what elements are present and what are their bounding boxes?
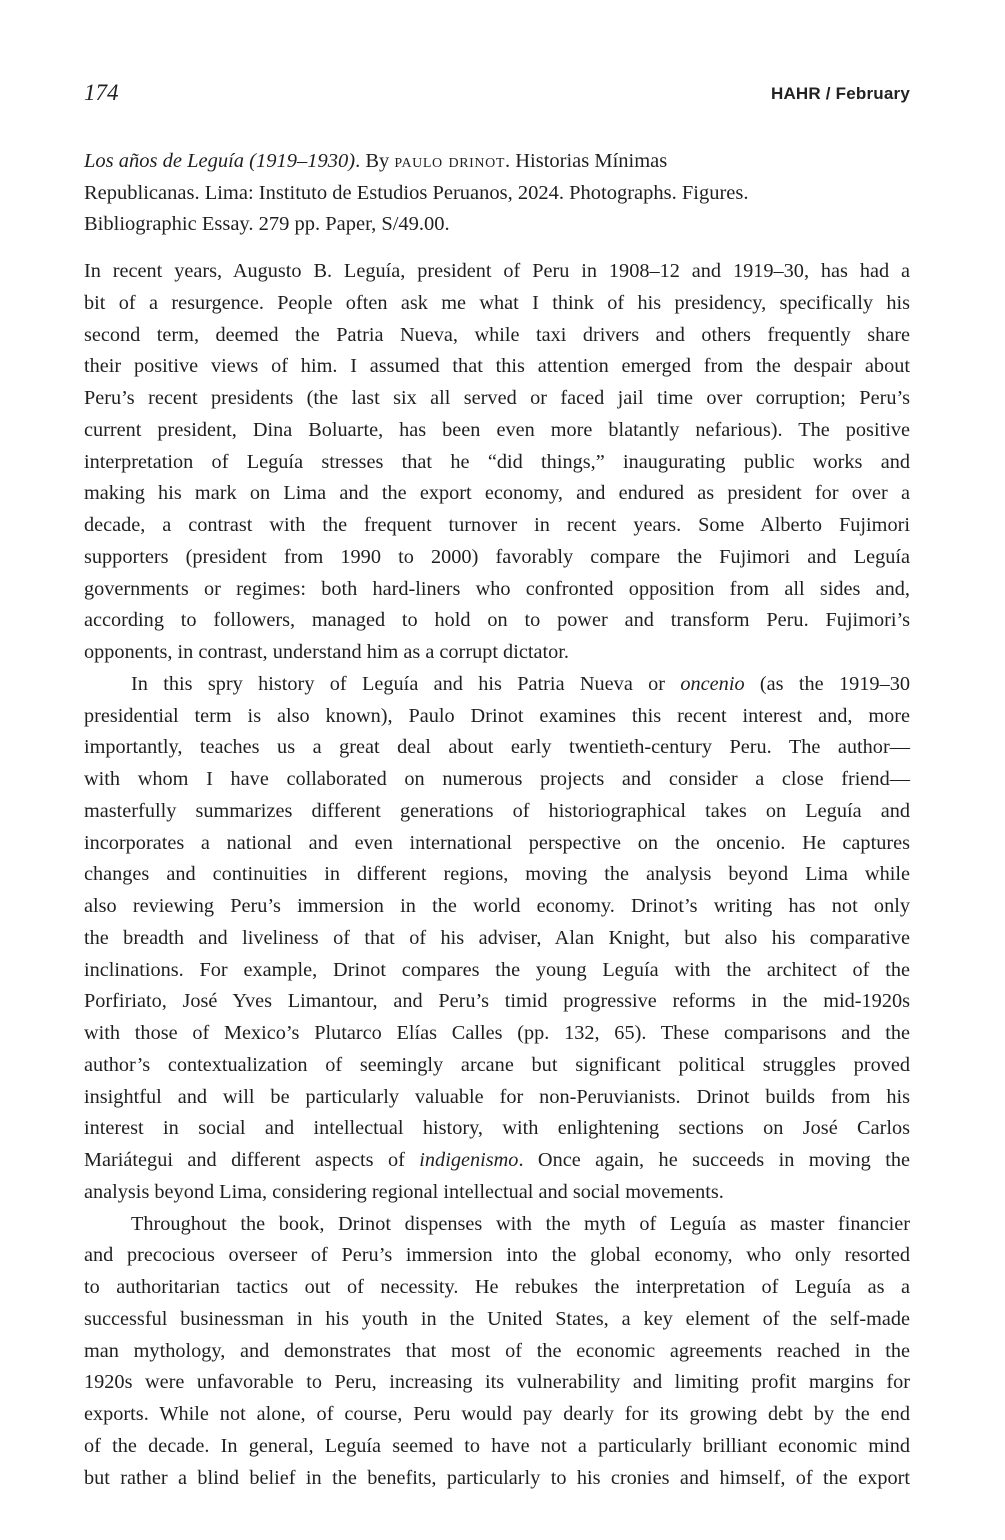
text-line: Porfiriato, José Yves Limantour, and Peru’s timid progressive reforms in the mid-1920s (84, 990, 910, 1013)
text-line: man mythology, and demonstrates that most of the economic agreements reached in the (84, 1339, 910, 1362)
text-line: bit of a resurgence. People often ask me what I think of his presidency, specifically his (84, 291, 910, 314)
text-line: the breadth and liveliness of that of his adviser, Alan Knight, but also his comparative (84, 926, 910, 949)
text-line: presidential term is also known), Paulo Drinot examines this recent interest and, more (84, 704, 910, 727)
text-line: changes and continuities in different regions, moving the analysis beyond Lima while (84, 863, 910, 886)
citation-series: . Historias Mínimas (504, 150, 668, 172)
text-line: interest in social and intellectual history, with enlightening sections on José Carlos (84, 1117, 910, 1140)
text-line: their positive views of him. I assumed that this attention emerged from the despair about (84, 355, 910, 378)
book-citation (84, 146, 904, 241)
text-line: making his mark on Lima and the export economy, and endured as president for over a (84, 482, 910, 505)
text-line: governments or regimes: both hard-liners who confronted opposition from all sides and, (84, 577, 910, 600)
text-line: Mariátegui and different aspects of indigenismo. Once again, he succeeds in moving the (84, 1149, 910, 1171)
review-paragraph (84, 256, 910, 669)
text-line: also reviewing Peru’s immersion in the world economy. Drinot’s writing has not only (84, 895, 910, 917)
text-line: exports. While not alone, of course, Peru would pay dearly for its growing debt by the end (84, 1403, 910, 1425)
text-line: opponents, in contrast, understand him as a corrupt dictator. (84, 641, 569, 663)
text-line: 1920s were unfavorable to Peru, increasing its vulnerability and limiting profit margins for (84, 1371, 910, 1394)
text-line: Throughout the book, Drinot dispenses with the myth of Leguía as master financier (131, 1212, 910, 1235)
book-title: Los años de Leguía (1919–1930) (84, 150, 356, 172)
text-line: interpretation of Leguía stresses that he “did things,” inaugurating public works and (84, 450, 910, 473)
text-line: masterfully summarizes different generations of historiographical takes on Leguía and (84, 799, 910, 822)
text-line: importantly, teaches us a great deal about early twentieth-century Peru. The author— (84, 736, 910, 759)
book-author: paulo drinot (394, 150, 505, 172)
text-line: author’s contextualization of seemingly arcane but significant political struggles proved (84, 1053, 910, 1076)
review-body (84, 256, 910, 1494)
text-line: second term, deemed the Patria Nueva, while taxi drivers and others frequently share (84, 323, 910, 346)
text-line: and precocious overseer of Peru’s immersion into the global economy, who only resorted (84, 1244, 910, 1267)
italic-term: oncenio (680, 672, 745, 695)
page-number: 174 (84, 80, 119, 105)
running-head: HAHR / February (770, 84, 910, 103)
text-line: current president, Dina Boluarte, has been even more blatantly nefarious). The positive (84, 418, 910, 441)
text-line: of the decade. In general, Leguía seemed to have not a particularly brilliant economic mind (84, 1434, 910, 1457)
text-line: incorporates a national and even international perspective on the oncenio. He captures (84, 831, 910, 854)
review-paragraph (84, 669, 910, 1209)
review-paragraph (84, 1209, 910, 1495)
citation-line-3: Bibliographic Essay. 279 pp. Paper, S/49.00. (84, 213, 450, 235)
text-line: analysis beyond Lima, considering regional intellectual and social movements. (84, 1180, 724, 1203)
text-line: In recent years, Augusto B. Leguía, president of Peru in 1908–12 and 1919–30, has had a (84, 260, 910, 282)
text-line: to authoritarian tactics out of necessity. He rebukes the interpretation of Leguía as a (84, 1276, 910, 1298)
text-line: according to followers, managed to hold on to power and transform Peru. Fujimori’s (84, 609, 910, 632)
text-line: inclinations. For example, Drinot compares the young Leguía with the architect of the (84, 958, 910, 981)
text-line: with those of Mexico’s Plutarco Elías Calles (pp. 132, 65). These comparisons and the (84, 1022, 910, 1044)
text-line: Peru’s recent presidents (the last six all served or faced jail time over corruption; Peru’s (84, 387, 910, 409)
italic-term: indigenismo (419, 1149, 519, 1171)
citation-line-1 (84, 146, 904, 178)
text-line: In this spry history of Leguía and his Patria Nueva or oncenio (as the 1919–30 (131, 672, 910, 695)
text-line: supporters (president from 1990 to 2000) favorably compare the Fujimori and Leguía (84, 545, 910, 568)
text-line: insightful and will be particularly valuable for non-Peruvianists. Drinot builds from his (84, 1085, 910, 1108)
text-line: successful businessman in his youth in the United States, a key element of the self-made (84, 1307, 910, 1330)
text-line: but rather a blind belief in the benefits, particularly to his cronies and himself, of the export (84, 1466, 910, 1489)
citation-line-2: Republicanas. Lima: Instituto de Estudios Peruanos, 2024. Photographs. Figures. (84, 181, 749, 204)
text-line: decade, a contrast with the frequent turnover in recent years. Some Alberto Fujimori (84, 514, 910, 536)
citation-by: . By (355, 150, 395, 172)
text-line: with whom I have collaborated on numerous projects and consider a close friend— (84, 768, 910, 790)
